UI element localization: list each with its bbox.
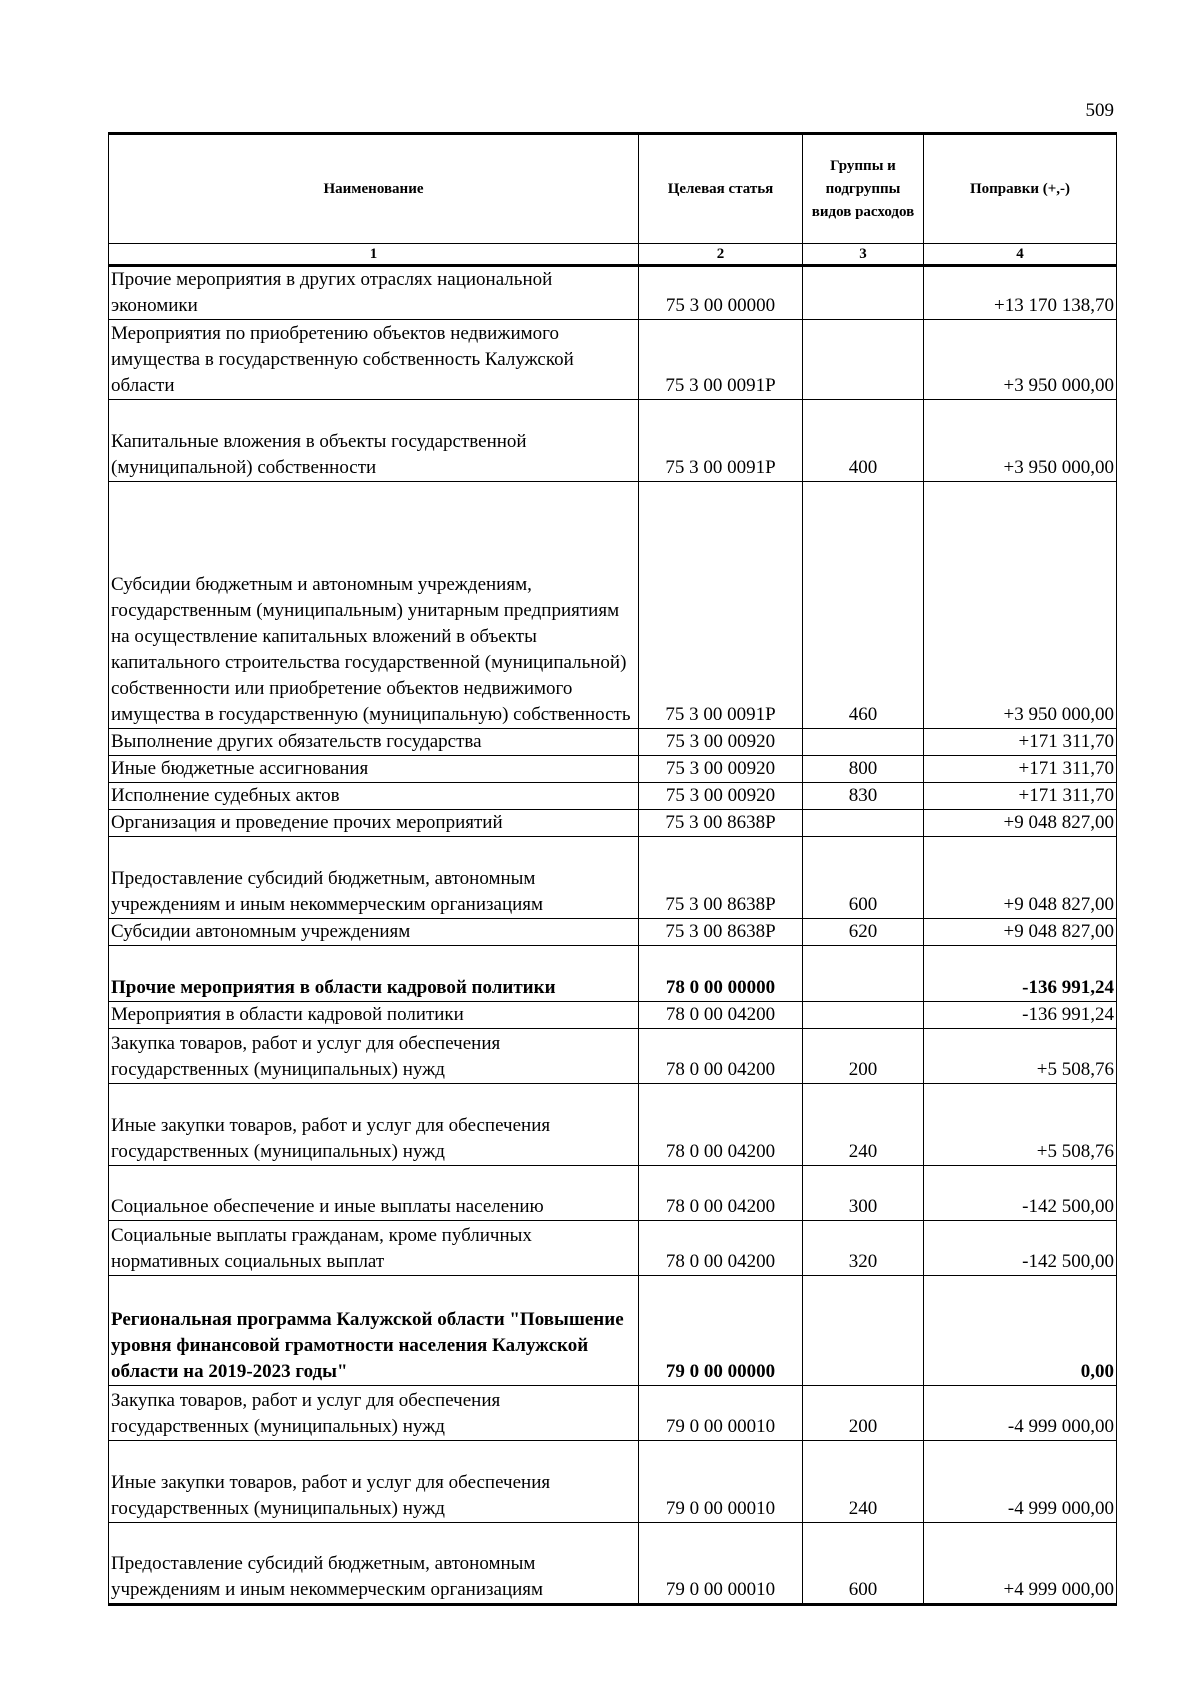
- row-name: Субсидии автономным учреждениям: [109, 919, 639, 946]
- row-target-article: 78 0 00 04200: [639, 1084, 803, 1166]
- row-target-article: 75 3 00 00920: [639, 729, 803, 756]
- row-expense-group: [803, 729, 924, 756]
- row-expense-group: [803, 810, 924, 837]
- row-name: Региональная программа Калужской области "Повышение уровня финансовой грамотности населения Калужской области на 2019-2023 годы": [109, 1276, 639, 1386]
- table-row: [109, 756, 1117, 783]
- row-amount: +9 048 827,00: [924, 837, 1117, 919]
- row-expense-group: [803, 1276, 924, 1386]
- row-amount: -136 991,24: [924, 946, 1117, 1002]
- row-expense-group: 200: [803, 1029, 924, 1084]
- row-name: Мероприятия по приобретению объектов недвижимого имущества в государственную собственность Калужской области: [109, 320, 639, 400]
- row-amount: +13 170 138,70: [924, 266, 1117, 320]
- row-target-article: 78 0 00 04200: [639, 1166, 803, 1221]
- row-target-article: 75 3 00 0091Р: [639, 482, 803, 729]
- column-number-1: 1: [109, 244, 639, 266]
- row-target-article: 75 3 00 8638Р: [639, 810, 803, 837]
- row-target-article: 78 0 00 04200: [639, 1029, 803, 1084]
- row-target-article: 75 3 00 8638Р: [639, 919, 803, 946]
- row-amount: +3 950 000,00: [924, 320, 1117, 400]
- row-name: Иные закупки товаров, работ и услуг для обеспечения государственных (муниципальных) нужд: [109, 1084, 639, 1166]
- row-name: Прочие мероприятия в других отраслях национальной экономики: [109, 266, 639, 320]
- row-amount: 0,00: [924, 1276, 1117, 1386]
- row-target-article: 75 3 00 00000: [639, 266, 803, 320]
- row-expense-group: 400: [803, 400, 924, 482]
- row-expense-group: 300: [803, 1166, 924, 1221]
- row-name: Капитальные вложения в объекты государственной (муниципальной) собственности: [109, 400, 639, 482]
- table-row: [109, 1002, 1117, 1029]
- table-row: [109, 810, 1117, 837]
- row-expense-group: 460: [803, 482, 924, 729]
- row-target-article: 75 3 00 0091Р: [639, 320, 803, 400]
- row-expense-group: 320: [803, 1221, 924, 1276]
- row-expense-group: 600: [803, 1523, 924, 1605]
- table-row: [109, 1523, 1117, 1605]
- table-header-row: [109, 134, 1117, 244]
- row-expense-group: 600: [803, 837, 924, 919]
- table-row: [109, 946, 1117, 1002]
- table-row: [109, 1084, 1117, 1166]
- row-name: Иные бюджетные ассигнования: [109, 756, 639, 783]
- row-target-article: 75 3 00 00920: [639, 756, 803, 783]
- row-amount: +9 048 827,00: [924, 810, 1117, 837]
- table-row: [109, 783, 1117, 810]
- row-expense-group: [803, 320, 924, 400]
- row-expense-group: [803, 1002, 924, 1029]
- column-number-row: [109, 244, 1117, 266]
- header-target-article: Целевая статья: [639, 134, 803, 244]
- row-name: Предоставление субсидий бюджетным, автономным учреждениям и иным некоммерческим организациям: [109, 1523, 639, 1605]
- table-row: [109, 1441, 1117, 1523]
- row-target-article: 78 0 00 00000: [639, 946, 803, 1002]
- table-row: [109, 266, 1117, 320]
- table-row: [109, 482, 1117, 729]
- row-name: Социальное обеспечение и иные выплаты населению: [109, 1166, 639, 1221]
- row-amount: +3 950 000,00: [924, 482, 1117, 729]
- row-name: Организация и проведение прочих мероприятий: [109, 810, 639, 837]
- row-amount: +171 311,70: [924, 783, 1117, 810]
- row-expense-group: 620: [803, 919, 924, 946]
- row-name: Закупка товаров, работ и услуг для обеспечения государственных (муниципальных) нужд: [109, 1386, 639, 1441]
- table-row: [109, 1276, 1117, 1386]
- row-expense-group: 800: [803, 756, 924, 783]
- row-amount: -4 999 000,00: [924, 1441, 1117, 1523]
- row-expense-group: 830: [803, 783, 924, 810]
- table-row: [109, 837, 1117, 919]
- header-name: Наименование: [109, 134, 639, 244]
- row-amount: +4 999 000,00: [924, 1523, 1117, 1605]
- column-number-3: 3: [803, 244, 924, 266]
- table-row: [109, 1221, 1117, 1276]
- row-amount: -142 500,00: [924, 1221, 1117, 1276]
- row-amount: +9 048 827,00: [924, 919, 1117, 946]
- row-amount: -136 991,24: [924, 1002, 1117, 1029]
- row-target-article: 75 3 00 0091Р: [639, 400, 803, 482]
- table-row: [109, 919, 1117, 946]
- table-row: [109, 320, 1117, 400]
- row-expense-group: 240: [803, 1084, 924, 1166]
- row-target-article: 78 0 00 04200: [639, 1002, 803, 1029]
- row-target-article: 79 0 00 00010: [639, 1386, 803, 1441]
- row-name: Исполнение судебных актов: [109, 783, 639, 810]
- row-target-article: 79 0 00 00010: [639, 1523, 803, 1605]
- budget-amendments-table: [108, 132, 1117, 1606]
- row-name: Мероприятия в области кадровой политики: [109, 1002, 639, 1029]
- row-target-article: 78 0 00 04200: [639, 1221, 803, 1276]
- row-amount: -142 500,00: [924, 1166, 1117, 1221]
- row-name: Иные закупки товаров, работ и услуг для обеспечения государственных (муниципальных) нужд: [109, 1441, 639, 1523]
- row-amount: +5 508,76: [924, 1084, 1117, 1166]
- table-row: [109, 1029, 1117, 1084]
- row-amount: +3 950 000,00: [924, 400, 1117, 482]
- row-name: Закупка товаров, работ и услуг для обеспечения государственных (муниципальных) нужд: [109, 1029, 639, 1084]
- header-amendments: Поправки (+,-): [924, 134, 1117, 244]
- row-expense-group: [803, 266, 924, 320]
- row-target-article: 79 0 00 00010: [639, 1441, 803, 1523]
- header-expense-groups: Группы и подгруппы видов расходов: [803, 134, 924, 244]
- row-amount: -4 999 000,00: [924, 1386, 1117, 1441]
- row-target-article: 75 3 00 8638Р: [639, 837, 803, 919]
- page-number: 509: [1085, 100, 1114, 121]
- row-name: Прочие мероприятия в области кадровой политики: [109, 946, 639, 1002]
- table-row: [109, 1386, 1117, 1441]
- column-number-2: 2: [639, 244, 803, 266]
- row-expense-group: 200: [803, 1386, 924, 1441]
- row-name: Социальные выплаты гражданам, кроме публичных нормативных социальных выплат: [109, 1221, 639, 1276]
- row-name: Субсидии бюджетным и автономным учреждениям, государственным (муниципальным) унитарным предприятиям на осуществление капитальных вложений в объекты капитального строительства государственной (муниципальной) собственности или приобретение объектов недвижимого имущества в государственную (муниципальную) собственность: [109, 482, 639, 729]
- row-amount: +5 508,76: [924, 1029, 1117, 1084]
- column-number-4: 4: [924, 244, 1117, 266]
- table-row: [109, 400, 1117, 482]
- table-row: [109, 1166, 1117, 1221]
- row-target-article: 79 0 00 00000: [639, 1276, 803, 1386]
- row-amount: +171 311,70: [924, 756, 1117, 783]
- table-row: [109, 729, 1117, 756]
- row-expense-group: 240: [803, 1441, 924, 1523]
- row-expense-group: [803, 946, 924, 1002]
- row-target-article: 75 3 00 00920: [639, 783, 803, 810]
- row-name: Предоставление субсидий бюджетным, автономным учреждениям и иным некоммерческим организациям: [109, 837, 639, 919]
- row-amount: +171 311,70: [924, 729, 1117, 756]
- row-name: Выполнение других обязательств государства: [109, 729, 639, 756]
